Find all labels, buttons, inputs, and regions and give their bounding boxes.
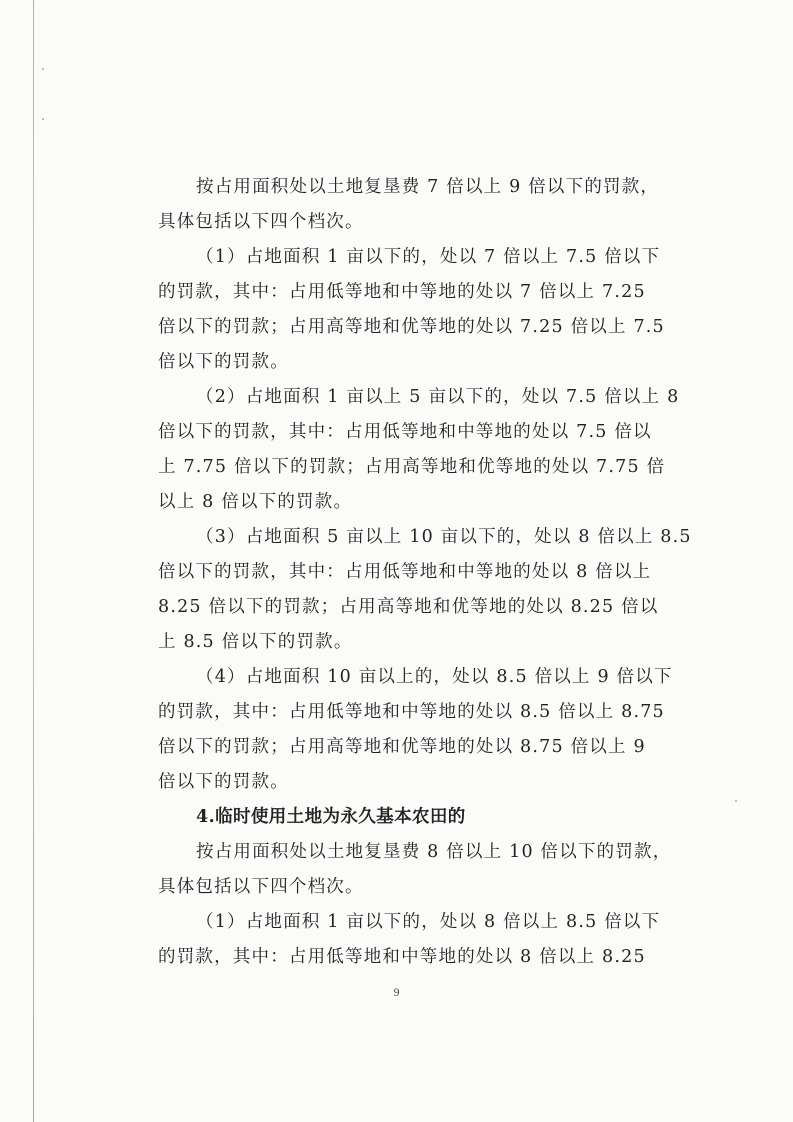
paragraph-line: 的罚款，其中：占用低等地和中等地的处以 7 倍以上 7.25: [158, 282, 646, 302]
paragraph-line: 倍以下的罚款，其中：占用低等地和中等地的处以 7.5 倍以: [158, 422, 652, 442]
paragraph-line: 具体包括以下四个档次。: [158, 212, 364, 232]
paragraph-line: 上 7.75 倍以下的罚款；占用高等地和优等地的处以 7.75 倍: [158, 457, 666, 477]
paragraph-line: 8.25 倍以下的罚款；占用高等地和优等地的处以 8.25 倍以: [158, 597, 659, 617]
paragraph-line: 倍以下的罚款；占用高等地和优等地的处以 8.75 倍以上 9: [158, 737, 646, 757]
paragraph-line: （3）占地面积 5 亩以上 10 亩以下的，处以 8 倍以上 8.5: [196, 527, 692, 547]
paragraph-line: （4）占地面积 10 亩以上的，处以 8.5 倍以上 9 倍以下: [196, 667, 673, 687]
paragraph-line: （1）占地面积 1 亩以下的，处以 8 倍以上 8.5 倍以下: [196, 912, 661, 932]
paragraph-line: 倍以下的罚款，其中：占用低等地和中等地的处以 8 倍以上: [158, 562, 652, 582]
paragraph-line: 的罚款，其中：占用低等地和中等地的处以 8.5 倍以上 8.75: [158, 702, 665, 722]
paragraph-line: （2）占地面积 1 亩以上 5 亩以下的，处以 7.5 倍以上 8: [196, 387, 680, 407]
page-number: 9: [393, 988, 400, 999]
paragraph-line: 以上 8 倍以下的罚款。: [158, 492, 353, 512]
section-heading: 4.临时使用土地为永久基本农田的: [196, 807, 466, 827]
paragraph-line: 上 8.5 倍以下的罚款。: [158, 632, 353, 652]
paragraph-line: 倍以下的罚款。: [158, 772, 289, 792]
scan-edge-line: [33, 0, 34, 1122]
paragraph-line: 的罚款，其中：占用低等地和中等地的处以 8 倍以上 8.25: [158, 947, 646, 967]
paragraph-line: 倍以下的罚款；占用高等地和优等地的处以 7.25 倍以上 7.5: [158, 317, 665, 337]
scan-speck: [42, 68, 44, 70]
scan-speck: [42, 118, 44, 120]
paragraph-line: 倍以下的罚款。: [158, 352, 289, 372]
scan-speck: [735, 800, 737, 802]
paragraph-line: 按占用面积处以土地复垦费 8 倍以上 10 倍以下的罚款，: [196, 842, 672, 862]
paragraph-line: 按占用面积处以土地复垦费 7 倍以上 9 倍以下的罚款，: [196, 177, 660, 197]
paragraph-line: （1）占地面积 1 亩以下的，处以 7 倍以上 7.5 倍以下: [196, 247, 661, 267]
paragraph-line: 具体包括以下四个档次。: [158, 877, 364, 897]
